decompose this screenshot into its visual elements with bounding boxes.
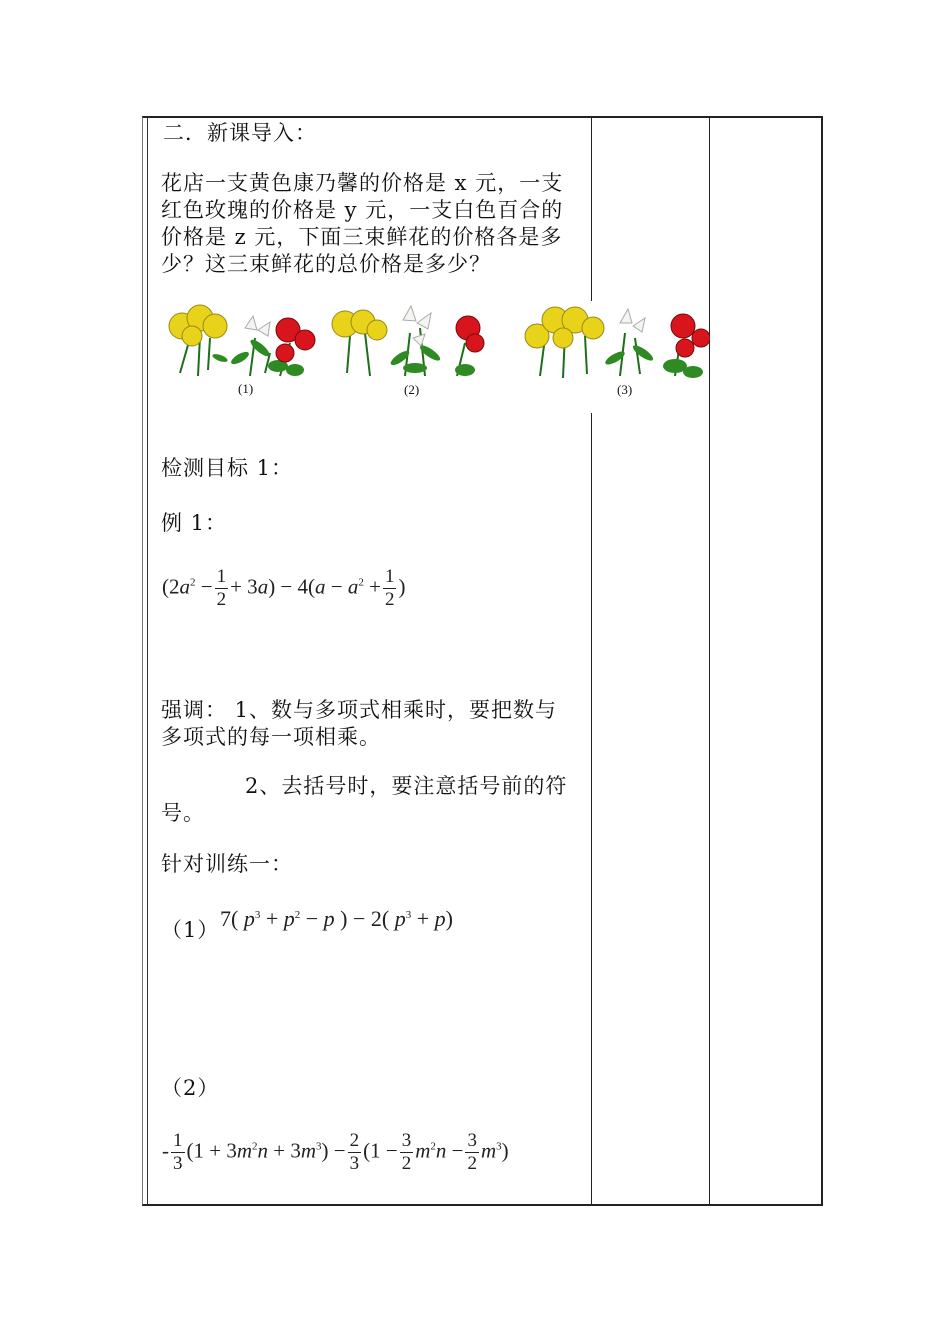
intro-line-3: 价格是 z 元，下面三束鲜花的价格各是多 xyxy=(161,225,563,249)
intro-line-4: 少？这三束鲜花的总价格是多少？ xyxy=(161,252,491,276)
practice-heading: 针对训练一： xyxy=(161,852,293,876)
problem-2-label: （2） xyxy=(161,1076,220,1100)
intro-line-1: 花店一支黄色康乃馨的价格是 x 元，一支 xyxy=(161,171,564,195)
bouquet-image-2 xyxy=(325,298,485,393)
target-heading: 检测目标 1： xyxy=(161,456,294,480)
bouquet-label-3: (3) xyxy=(617,382,633,397)
table-inner-border xyxy=(147,118,148,1204)
emphasis-line-2: 多项式的每一项相乘。 xyxy=(161,725,381,749)
problem-1-expression: 7( $p^3 + p^2 - p$ ) − 2( $p^3 + p$) xyxy=(220,906,453,931)
emphasis-line-4: 号。 xyxy=(161,801,205,825)
example-1-expression: ($2a^2$ − $\frac{1}{2}$ + $3a) - 4(a - a^2$ + $\frac{1}{2}$ ) xyxy=(162,566,406,610)
intro-line-2: 红色玫瑰的价格是 y 元，一支白色百合的 xyxy=(161,198,564,222)
bouquet-label-2: (2) xyxy=(404,382,420,397)
problem-2-expression: - $\frac{1}{3}$ $(1 + 3m^2n + 3m^3)$ − $\frac{2}{3}$ (1 − $\frac{3}{2}$ $m^2n$ − $\frac{3}{2}$ $m^3$) xyxy=(162,1130,509,1174)
bouquet-image-1 xyxy=(160,298,320,393)
example-label: 例 1： xyxy=(161,511,228,535)
bouquet-label-1: (1) xyxy=(238,381,254,396)
bouquet-image-3 xyxy=(515,298,710,393)
problem-1-label: （1） xyxy=(161,918,220,942)
emphasis-line-3: 2、去括号时，要注意括号前的符 xyxy=(245,774,568,798)
column-divider-2 xyxy=(709,118,710,1204)
section-title: 二．新课导入： xyxy=(163,121,317,145)
lesson-table xyxy=(142,116,823,1206)
emphasis-line-1: 强调： 1、数与多项式相乘时，要把数与 xyxy=(161,698,558,722)
column-divider-1 xyxy=(591,118,592,1204)
